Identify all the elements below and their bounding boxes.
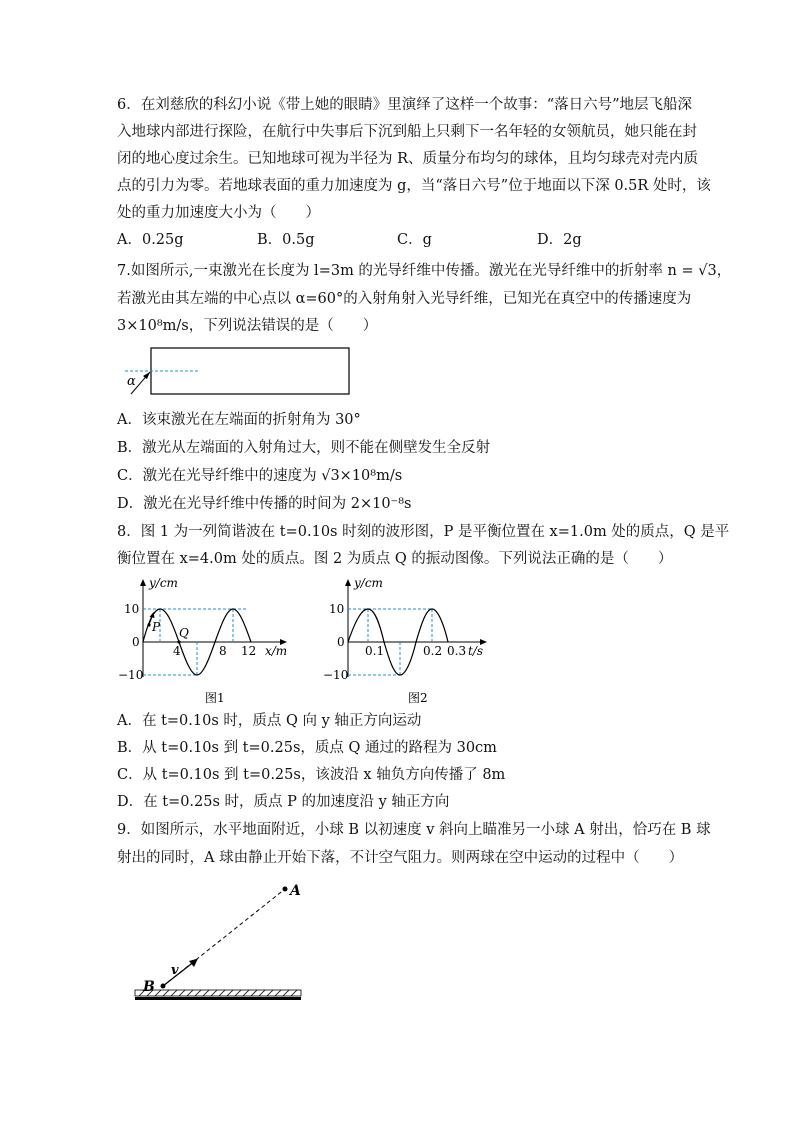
q8-line-1: 8．图 1 为一列简谐波在 t=0.10s 时刻的波形图，P 是平衡位置在 x=1.0m 处的质点，Q 是平 [117, 524, 730, 540]
velocity-arrow [163, 961, 195, 986]
fig1-xtick-4: 4 [173, 644, 181, 658]
label-b: B [143, 979, 155, 995]
fig2-ytick-10: 10 [329, 602, 345, 616]
q7-option-a: A．该束激光在左端面的折射角为 30° [117, 412, 361, 428]
q9-line-2: 射出的同时，A 球由静止开始下落，不计空气阻力。则两球在空中运动的过程中（ ） [117, 850, 684, 866]
q8-fig2-vibration [320, 575, 505, 710]
fig1-point-q: Q [179, 626, 189, 640]
q6-option-c: C．g [397, 232, 432, 248]
q6-option-b: B．0.5g [257, 232, 315, 248]
q8-option-c: C．从 t=0.10s 到 t=0.25s，该波沿 x 轴负方向传播了 8m [117, 767, 506, 783]
fig1-xtick-8: 8 [219, 644, 227, 658]
ball-b [161, 984, 166, 989]
ray-arrow [143, 372, 150, 379]
fig1-xtick-12: 12 [241, 644, 257, 658]
fig2-ytick-0: 0 [337, 635, 345, 649]
label-a: A [290, 883, 301, 899]
q7-option-d: D．激光在光导纤维中传播的时间为 2×10⁻⁸s [117, 496, 412, 512]
q6-option-d: D．2g [537, 232, 582, 248]
fig2-ytick-neg10: −10 [323, 668, 349, 682]
label-v: v [171, 963, 179, 978]
q8-option-b: B．从 t=0.10s 到 t=0.25s，质点 Q 通过的路程为 30cm [117, 740, 497, 756]
fig1-ytick-10: 10 [124, 602, 140, 616]
q9-line-1: 9．如图所示，水平地面附近，小球 B 以初速度 v 斜向上瞄准另一小球 A 射出，恰巧在 B 球 [117, 822, 711, 838]
q6-line-3: 闭的地心度过余生。已知地球可视为半径为 R、质量分布均匀的球体，且均匀球壳对壳内质 [117, 151, 699, 167]
fig2-ylabel: y/cm [354, 576, 383, 590]
q7-line-3: 3×10⁸m/s，下列说法错误的是（ ） [117, 318, 378, 334]
q7-line-2: 若激光由其左端的中心点以 α=60°的入射角射入光导纤维，已知光在真空中的传播速度为 [117, 291, 692, 307]
q6-line-5: 处的重力加速度大小为（ ） [117, 205, 320, 221]
fig2-xtick-01: 0.1 [365, 644, 385, 658]
q9-projectile-figure [125, 878, 315, 1013]
fig2-caption: 图2 [408, 691, 428, 705]
fig1-caption: 图1 [205, 691, 225, 705]
fig2-xlabel: t/s [468, 644, 484, 658]
q6-line-1: 6．在刘慈欣的科幻小说《带上她的眼睛》里演绎了这样一个故事：“落日六号”地层飞船深 [117, 97, 693, 113]
q7-option-b: B．激光从左端面的入射角过大，则不能在侧壁发生全反射 [117, 440, 491, 456]
fig1-ylabel: y/cm [149, 576, 178, 590]
fig2-xtick-03: 0.3 [447, 644, 467, 658]
q8-fig1-waveform [115, 575, 300, 710]
fig1-xlabel: x/m [265, 644, 288, 658]
fig1-ytick-neg10: −10 [118, 668, 144, 682]
fig2-xtick-02: 0.2 [423, 644, 443, 658]
q8-option-d: D．在 t=0.25s 时，质点 P 的加速度沿 y 轴正方向 [117, 794, 450, 810]
fig1-ytick-0: 0 [132, 635, 140, 649]
q7-option-c: C．激光在光导纤维中的速度为 √3×10⁸m/s [117, 468, 403, 484]
q8-option-a: A．在 t=0.10s 时，质点 Q 向 y 轴正方向运动 [117, 713, 422, 729]
fig1-point-p: P [152, 620, 161, 634]
ball-a [283, 887, 288, 892]
q6-line-4: 点的引力为零。若地球表面的重力加速度为 g，当“落日六号”位于地面以下深 0.5R 处时，该 [117, 178, 711, 194]
q8-line-2: 衡位置在 x=4.0m 处的质点。图 2 为质点 Q 的振动图像。下列说法正确的是（ ） [117, 551, 673, 567]
q6-line-2: 入地球内部进行探险，在航行中失事后下沉到船上只剩下一名年轻的女领航员，她只能在封 [117, 124, 697, 140]
alpha-label: α [127, 374, 136, 389]
q7-fiber-figure [115, 342, 360, 402]
q7-line-1: 7.如图所示,一束激光在长度为 l=3m 的光导纤维中传播。激光在光导纤维中的折射率 n = √3， [117, 263, 732, 279]
q6-option-a: A．0.25g [117, 232, 184, 248]
